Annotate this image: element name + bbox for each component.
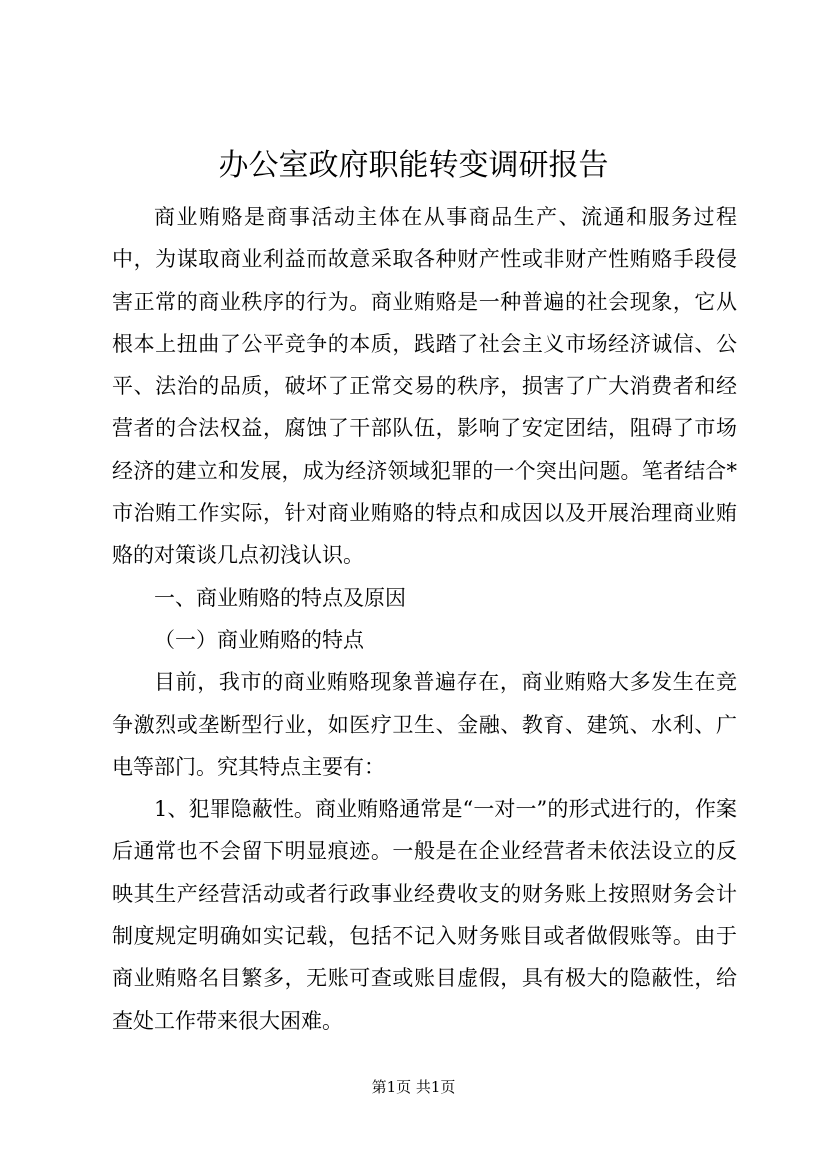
document-body <box>112 196 737 1042</box>
paragraph-intro: 商业贿赂是商事活动主体在从事商品生产、流通和服务过程中，为谋取商业利益而故意采取各种财产性或非财产性贿赂手段侵害正常的商业秩序的行为。商业贿赂是一种普遍的社会现象，它从根本上扭曲了公平竞争的本质，践踏了社会主义市场经济诚信、公平、法治的品质，破坏了正常交易的秩序，损害了广大消费者和经营者的合法权益，腐蚀了干部队伍，影响了安定团结，阻碍了市场经济的建立和发展，成为经济领域犯罪的一个突出问题。笔者结合*市治贿工作实际，针对商业贿赂的特点和成因以及开展治理商业贿赂的对策谈几点初浅认识。 <box>112 205 737 568</box>
document-title: 办公室政府职能转变调研报告 <box>218 148 609 183</box>
page-footer: 第1页 共1页 <box>371 1078 456 1096</box>
paragraph-overview: 目前，我市的商业贿赂现象普遍存在，商业贿赂大多发生在竞争激烈或垄断型行业，如医疗卫生、金融、教育、建筑、水利、广电等部门。究其特点主要有： <box>112 670 737 779</box>
subsection-heading: （一）商业贿赂的特点 <box>154 627 364 652</box>
paragraph-point-1: 1、犯罪隐蔽性。商业贿赂通常是“一对一”的形式进行的，作案后通常也不会留下明显痕迹。一般是在企业经营者未依法设立的反映其生产经营活动或者行政事业经费收支的财务账上按照财务会计制度规定明确如实记载，包括不记入财务账目或者做假账等。由于商业贿赂名目繁多，无账可查或账目虚假，具有极大的隐蔽性，给查处工作带来很大困难。 <box>112 797 737 1033</box>
section-heading: 一、商业贿赂的特点及原因 <box>154 585 406 610</box>
